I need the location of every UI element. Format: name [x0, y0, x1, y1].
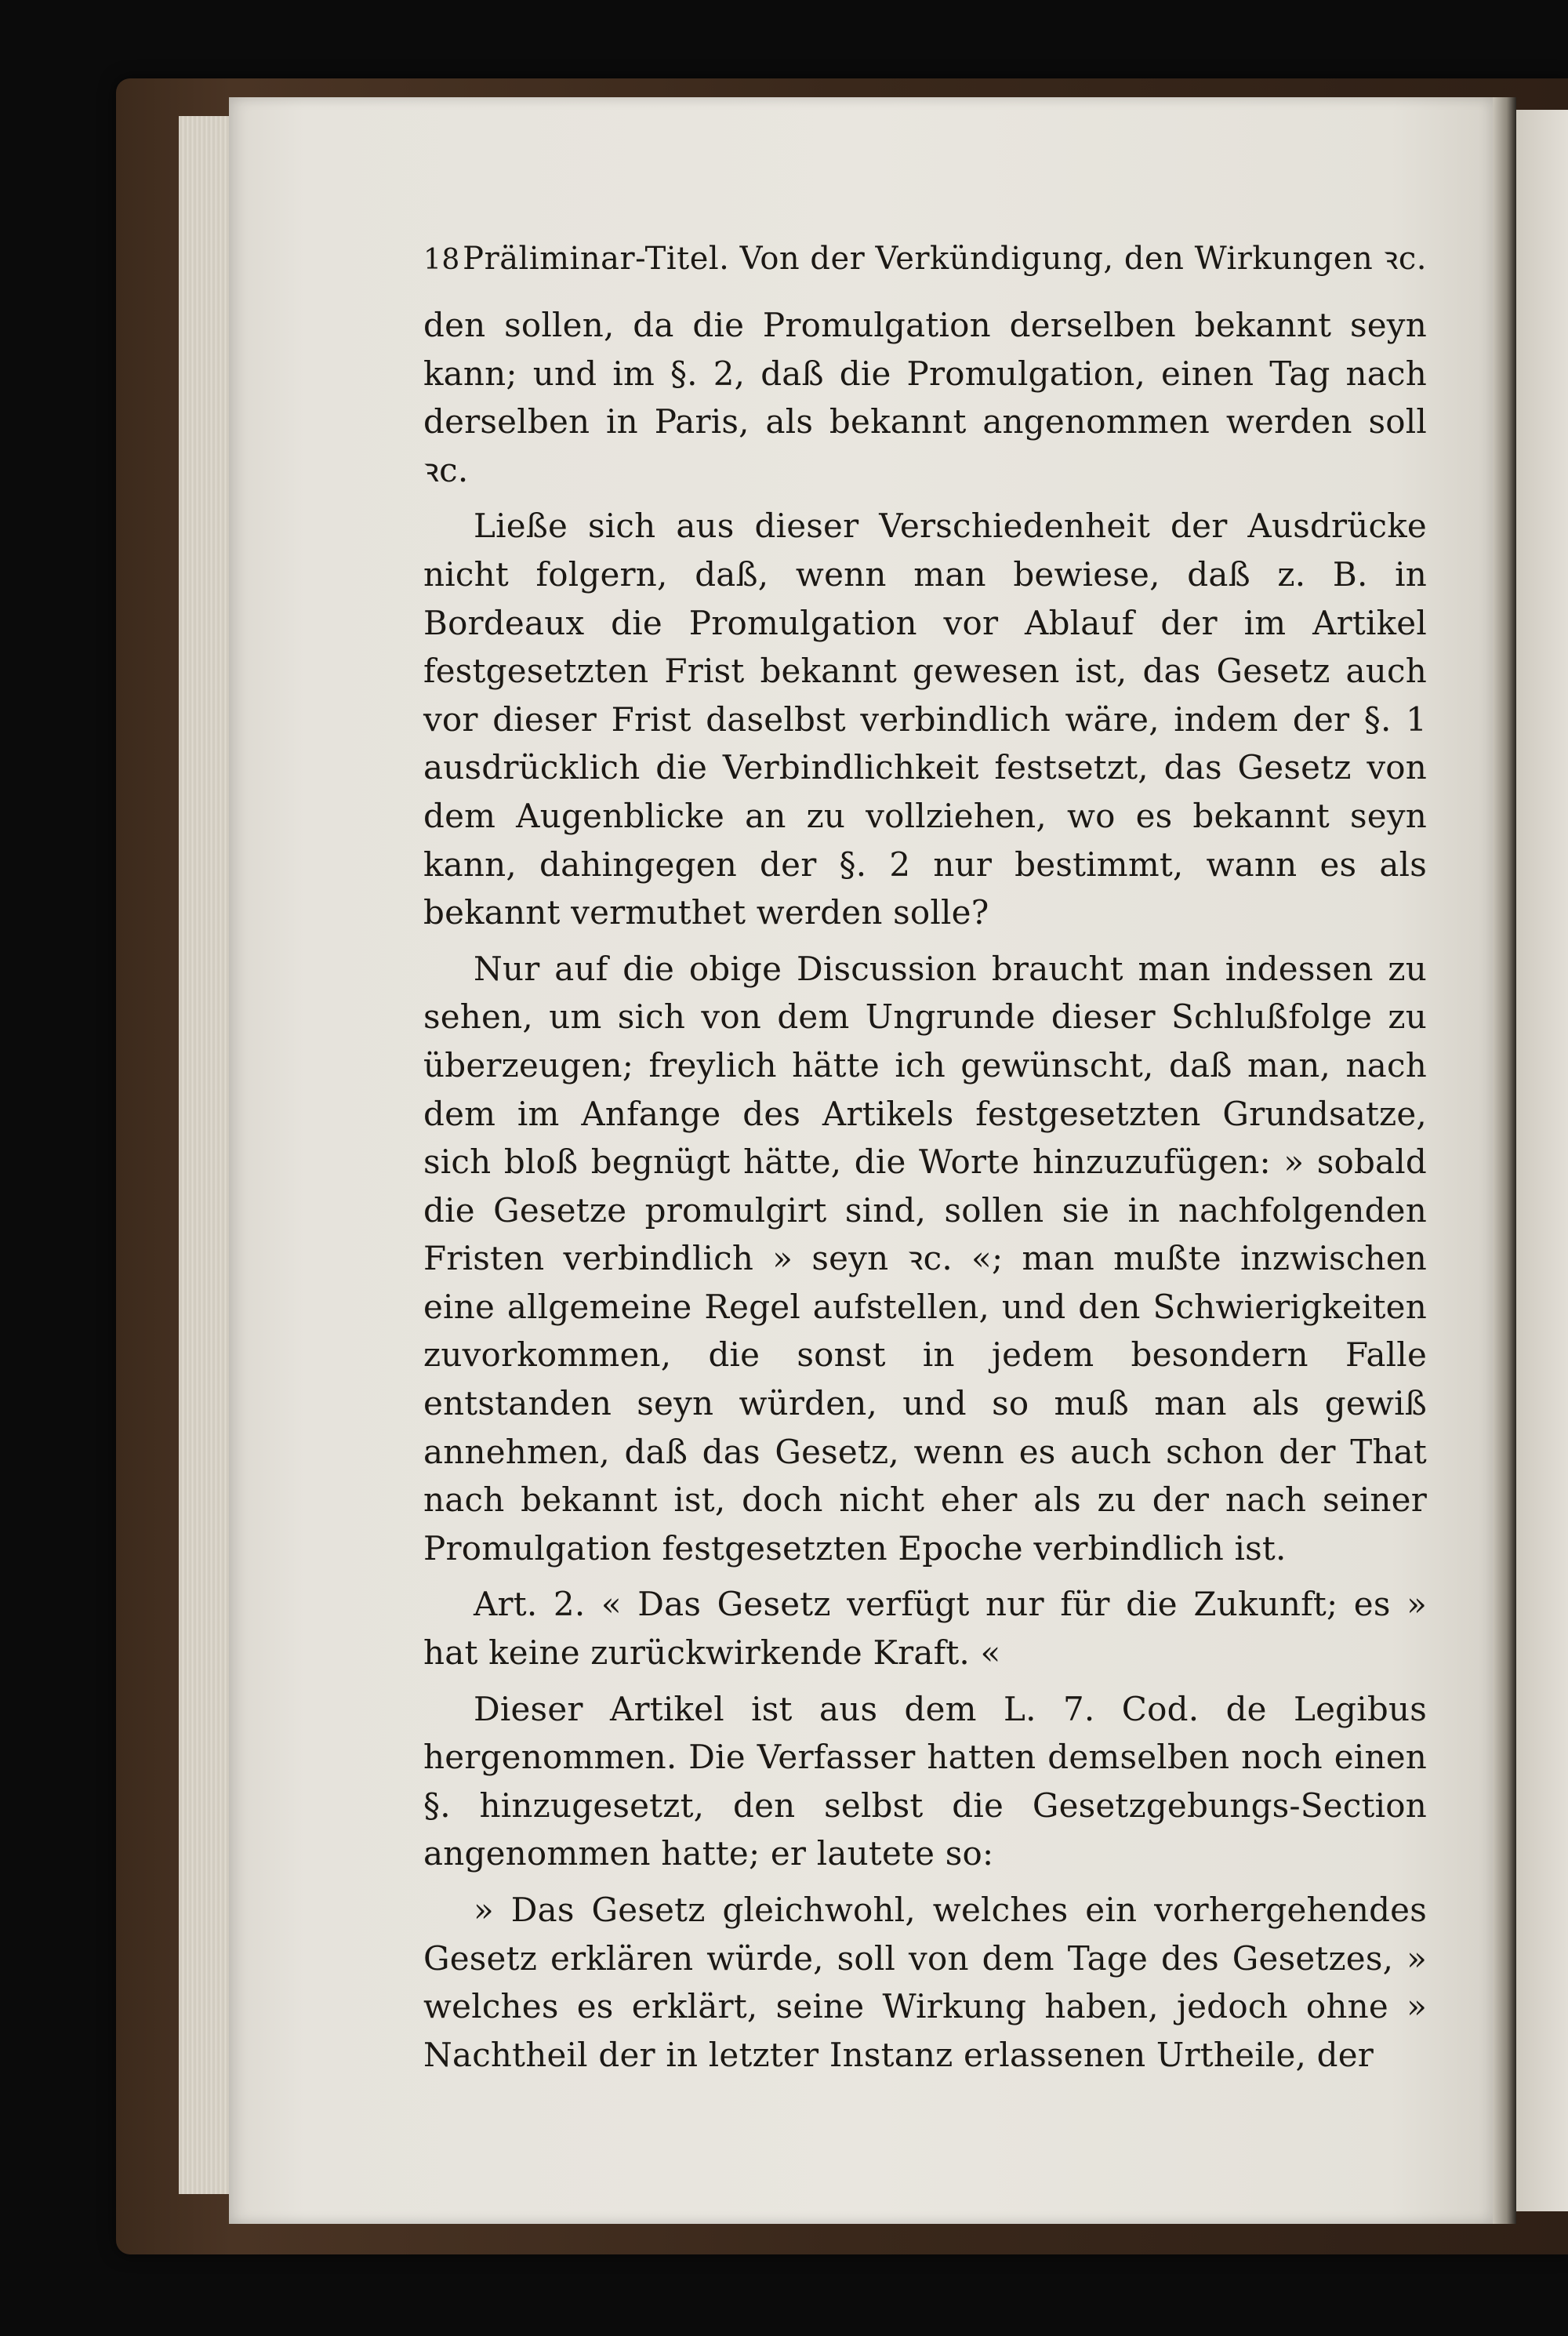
paragraph-continuation: den sollen, da die Promulgation derselben bekannt seyn kann; und im §. 2, daß die Promulgation, einen Tag nach derselben in Paris, als bekannt angenommen werden soll ꝛc. [423, 306, 1427, 489]
page-content [423, 235, 1427, 2079]
article-heading-paragraph: Art. 2. « Das Gesetz verfügt nur für die Zukunft; es » hat keine zurückwirkende Kraft. « [423, 1585, 1427, 1673]
running-title: Präliminar-Titel. Von der Verkündigung, den Wirkungen ꝛc. [463, 241, 1427, 277]
page-edges [179, 116, 234, 2194]
body-text [423, 301, 1427, 2079]
paragraph: Ließe sich aus dieser Verschiedenheit der Ausdrücke nicht folgern, daß, wenn man bewiese, daß z. B. in Bordeaux die Promulgation vor Ablauf der im Artikel festgesetzten Frist bekannt gewesen ist, das Gesetz auch vor dieser Frist daselbst verbindlich wäre, indem der §. 1 ausdrücklich die Verbindlichkeit festsetzt, das Gesetz von dem Augenblicke an zu vollziehen, wo es bekannt seyn kann, dahingegen der §. 2 nur bestimmt, wann es als bekannt vermuthet werden solle? [423, 507, 1427, 932]
paragraph: Nur auf die obige Discussion braucht man indessen zu sehen, um sich von dem Ungrunde dieser Schlußfolge zu überzeugen; freylich hätte ich gewünscht, daß man, nach dem im Anfange des Artikels festgesetzten Grundsatze, sich bloß begnügt hätte, die Worte hinzuzufügen: » sobald die Gesetze promulgirt sind, sollen sie in nachfolgenden Fristen verbindlich » seyn ꝛc. «; man mußte inzwischen eine allgemeine Regel aufstellen, und den Schwierigkeiten zuvorkommen, die sonst in jedem besondern Falle entstanden seyn würden, und so muß man als gewiß annehmen, daß das Gesetz, wenn es auch schon der That nach bekannt ist, doch nicht eher als zu der nach seiner Promulgation festgesetzten Epoche verbindlich ist. [423, 949, 1427, 1568]
running-header [423, 235, 1427, 279]
page-number: 18 [423, 244, 460, 276]
facing-page-edge [1516, 110, 1568, 2211]
page-gutter [1493, 97, 1516, 2224]
quoted-paragraph: » Das Gesetz gleichwohl, welches ein vorhergehendes Gesetz erklären würde, soll von dem Tage des Gesetzes, » welches es erklärt, seine Wirkung haben, jedoch ohne » Nachtheil der in letzter Instanz erlassenen Urtheile, der [423, 1891, 1427, 2074]
paragraph: Dieser Artikel ist aus dem L. 7. Cod. de Legibus hergenommen. Die Verfasser hatten demselben noch einen §. hinzugesetzt, den selbst die Gesetzgebungs-Section angenommen hatte; er lautete so: [423, 1689, 1427, 1873]
